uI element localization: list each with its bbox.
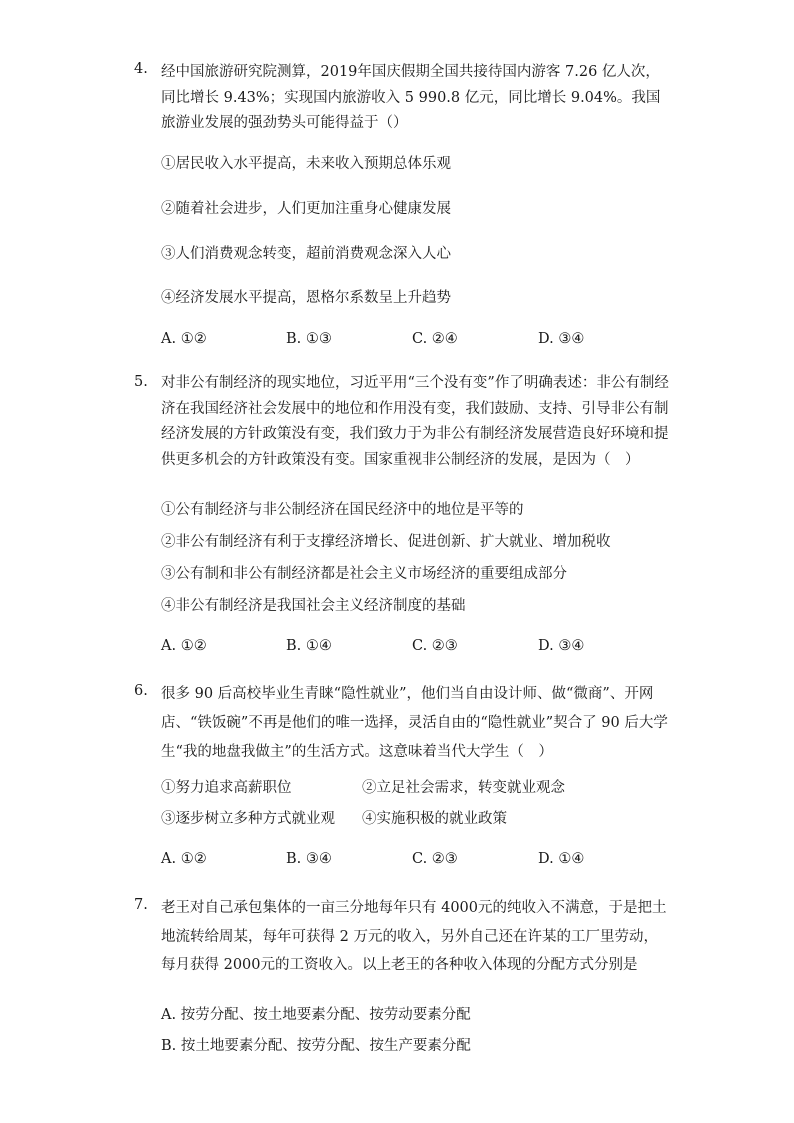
answer-option-b[interactable]: B. ①④ (286, 638, 332, 654)
statement-item: ②立足社会需求，转变就业观念 (362, 780, 565, 796)
question-stem: 对非公有制经济的现实地位，习近平用“三个没有变”作了明确表述：非公有制经济在我国经济社会发展中的地位和作用没有变，我们鼓励、支持、引导非公有制经济发展的方针政策没有变，我们致力于为非公有制经济发展营造良好环境和提供更多机会的方针政策没有变。国家重视非公制经济的发展，是因为（ ） (161, 375, 669, 469)
answer-option-d[interactable]: D. ③④ (538, 331, 585, 347)
statement-item: ②随着社会进步，人们更加注重身心健康发展 (161, 201, 451, 217)
statement-item: ④实施积极的就业政策 (362, 811, 507, 827)
answer-option-d[interactable]: D. ③④ (538, 638, 585, 654)
answer-option-a[interactable]: A. ①② (161, 851, 207, 867)
question-number: 5. (134, 374, 148, 390)
question-number: 7. (134, 897, 148, 913)
question-number: 6. (134, 683, 148, 699)
statement-item: ④经济发展水平提高，恩格尔系数呈上升趋势 (161, 290, 451, 306)
answer-option-d[interactable]: D. ①④ (538, 851, 585, 867)
statement-item: ③人们消费观念转变，超前消费观念深入人心 (161, 246, 451, 262)
question-6 (134, 683, 674, 873)
statement-item: ④非公有制经济是我国社会主义经济制度的基础 (161, 598, 466, 614)
statement-item: ②非公有制经济有利于支撑经济增长、促进创新、扩大就业、增加税收 (161, 534, 611, 550)
answer-option-c[interactable]: C. ②③ (412, 851, 458, 867)
answer-option-a[interactable]: A. ①② (161, 638, 207, 654)
answer-option-b[interactable]: B. ③④ (286, 851, 332, 867)
question-5 (134, 374, 674, 659)
statement-item: ①努力追求高薪职位 (161, 780, 292, 796)
question-number: 4. (134, 61, 148, 77)
question-stem: 很多 90 后高校毕业生青睐“隐性就业”，他们当自由设计师、做“微商”、开网店、“铁饭碗”不再是他们的唯一选择，灵活自由的“隐性就业”契合了 90 后大学生“我的地盘我做主”的生活方式。这意味着当代大学生（ ） (161, 686, 668, 760)
answer-option-c[interactable]: C. ②④ (412, 331, 458, 347)
answer-option-b[interactable]: B. 按土地要素分配、按劳分配、按生产要素分配 (161, 1038, 471, 1054)
statement-item: ③逐步树立多种方式就业观 (161, 811, 335, 827)
answer-option-a[interactable]: A. ①② (161, 331, 207, 347)
answer-option-b[interactable]: B. ①③ (286, 331, 332, 347)
answer-option-c[interactable]: C. ②③ (412, 638, 458, 654)
question-stem: 老王对自己承包集体的一亩三分地每年只有 4000元的纯收入不满意，于是把土地流转给周某，每年可获得 2 万元的收入，另外自己还在许某的工厂里劳动，每月获得 2000元的工资收入。以上老王的各种收入体现的分配方式分别是 (161, 900, 667, 973)
answer-option-a[interactable]: A. 按劳分配、按土地要素分配、按劳动要素分配 (161, 1007, 471, 1023)
statement-item: ③公有制和非公有制经济都是社会主义市场经济的重要组成部分 (161, 566, 567, 582)
question-7 (134, 897, 674, 1067)
question-stem: 经中国旅游研究院测算，2019年国庆假期全国共接待国内游客 7.26 亿人次，同比增长 9.43%；实现国内旅游收入 5 990.8 亿元，同比增长 9.04%。我国旅游业发展的强劲势头可能得益于（） (161, 64, 661, 131)
statement-item: ①公有制经济与非公制经济在国民经济中的地位是平等的 (161, 502, 524, 518)
question-4 (134, 61, 674, 351)
statement-item: ①居民收入水平提高，未来收入预期总体乐观 (161, 156, 451, 172)
